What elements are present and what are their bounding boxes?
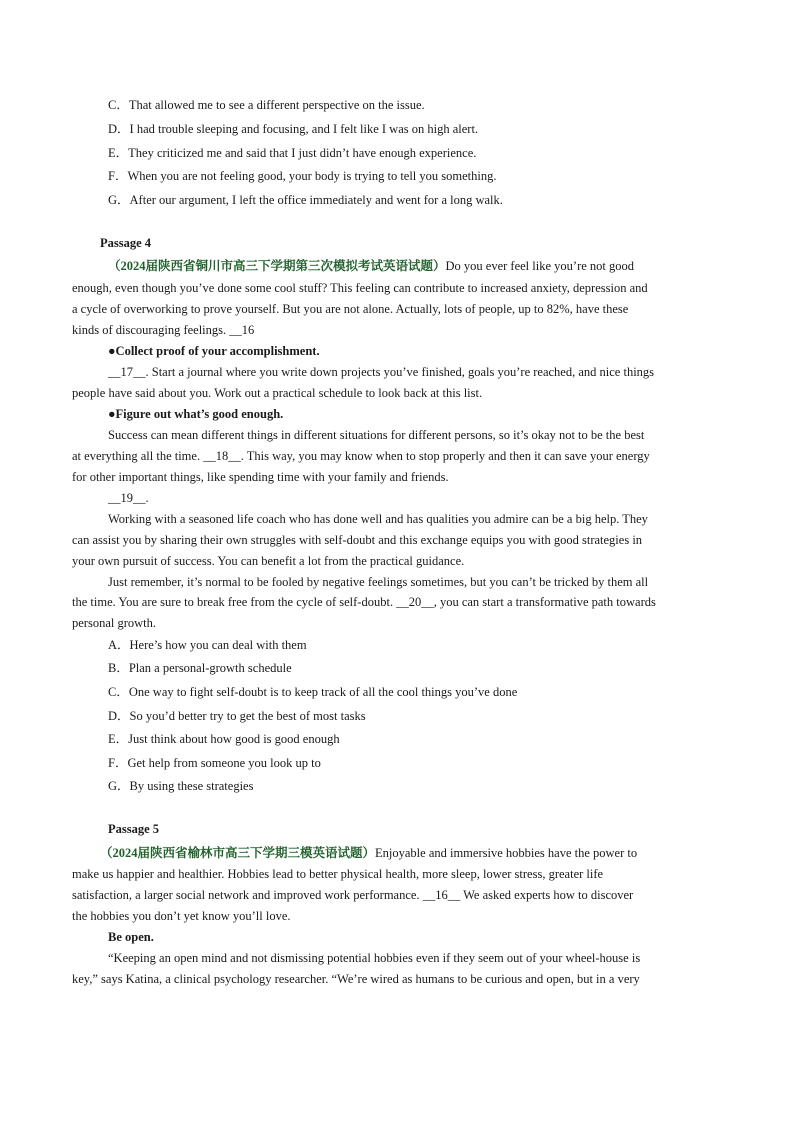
paragraph-19-line-3: your own pursuit of success. You can benefit a lot from the practical guidance. (72, 554, 465, 568)
passage-5-heading: Passage 5 (108, 822, 160, 836)
blank-19: __19__ (108, 491, 146, 505)
paragraph-18-text-b: . This way, you may know when to stop properly and then it can save your energy (240, 449, 650, 463)
paragraph-17-text: . Start a journal where you write down projects you’ve finished, goals you’re reached, and nice things (145, 365, 655, 379)
passage-4-intro-end: kinds of discouraging feelings. (72, 323, 227, 337)
p4-option-g: G．By using these strategies (108, 779, 254, 793)
paragraph-20-line-3: personal growth. (72, 616, 157, 630)
paragraph-17-line-2: people have said about you. Work out a practical schedule to look back at this list. (72, 386, 483, 400)
p4-option-b: B．Plan a personal-growth schedule (108, 661, 292, 675)
blank-20: __20__ (396, 595, 434, 609)
blank-17: __17__ (108, 365, 146, 379)
passage-4-line-2: enough, even though you’ve done some cool stuff? This feeling can contribute to increased anxiety, depression and (72, 281, 648, 295)
passage-4-source: （2024届陕西省铜川市高三下学期第三次模拟考试英语试题） (108, 259, 446, 273)
option-d: D．I had trouble sleeping and focusing, and I felt like I was on high alert. (108, 122, 479, 136)
passage-5-line-6: key,” says Katina, a clinical psychology researcher. “We’re wired as humans to be curious and open, but in a very (72, 972, 640, 986)
passage-4-line-1 (108, 258, 634, 274)
option-e: E．They criticized me and said that I just didn’t have enough experience. (108, 146, 477, 160)
p4-option-a: A．Here’s how you can deal with them (108, 638, 307, 652)
paragraph-18-line-1: Success can mean different things in different situations for different persons, so it’s okay not to be the best (108, 428, 645, 442)
passage-5-line-2: make us happier and healthier. Hobbies lead to better physical health, more sleep, lower stress, greater life (72, 867, 604, 881)
option-f: F．When you are not feeling good, your body is trying to tell you something. (108, 169, 497, 183)
blank-16: __16 (229, 323, 255, 337)
passage-4-heading: Passage 4 (100, 236, 152, 250)
subheading-collect-proof: ●Collect proof of your accomplishment. (108, 344, 320, 358)
blank-18: __18__ (203, 449, 241, 463)
paragraph-17-line-1 (108, 364, 654, 380)
subheading-be-open: Be open. (108, 930, 154, 944)
paragraph-20-text-a: the time. You are sure to break free from the cycle of self-doubt. (72, 595, 394, 609)
passage-5-line-1 (100, 845, 637, 861)
passage-5-line-4: the hobbies you don’t yet know you’ll love. (72, 909, 291, 923)
passage-4-intro-start: Do you ever feel like you’re not good (445, 259, 634, 273)
subheading-good-enough: ●Figure out what’s good enough. (108, 407, 284, 421)
blank-19-line (108, 490, 149, 506)
passage-5-intro-start: Enjoyable and immersive hobbies have the power to (375, 846, 638, 860)
paragraph-20-text-b: , you can start a transformative path towards (433, 595, 656, 609)
option-g: G．After our argument, I left the office immediately and went for a long walk. (108, 193, 503, 207)
paragraph-18-line-2 (72, 448, 650, 464)
paragraph-20-line-1: Just remember, it’s normal to be fooled by negative feelings sometimes, but you can’t be tricked by them all (108, 575, 649, 589)
paragraph-19-line-2: can assist you by sharing their own struggles with self-doubt and this exchange equips you with good strategies in (72, 533, 643, 547)
p4-option-f: F．Get help from someone you look up to (108, 756, 321, 770)
blank-19-period: . (145, 491, 149, 505)
paragraph-18-line-3: for other important things, like spending time with your family and friends. (72, 470, 449, 484)
paragraph-20-line-2 (72, 594, 656, 610)
paragraph-18-text-a: at everything all the time. (72, 449, 201, 463)
passage-5-line-5: “Keeping an open mind and not dismissing potential hobbies even if they seem out of your wheel-house is (108, 951, 641, 965)
passage-4-line-3: a cycle of overworking to prove yourself. But you are not alone. Actually, lots of people, up to 82%, have these (72, 302, 629, 316)
passage-5-text-a: satisfaction, a larger social network and improved work performance. (72, 888, 420, 902)
option-c: C．That allowed me to see a different perspective on the issue. (108, 98, 425, 112)
passage-5-line-3 (72, 887, 633, 903)
p5-blank-16: __16__ (422, 888, 461, 902)
p4-option-c: C．One way to fight self-doubt is to keep track of all the cool things you’ve done (108, 685, 518, 699)
p4-option-e: E．Just think about how good is good enough (108, 732, 340, 746)
paragraph-19-line-1: Working with a seasoned life coach who has done well and has qualities you admire can be a big help. They (108, 512, 648, 526)
passage-5-text-b: We asked experts how to discover (463, 888, 634, 902)
passage-4-line-4 (72, 322, 254, 338)
p4-option-d: D．So you’d better try to get the best of most tasks (108, 709, 366, 723)
passage-5-source: （2024届陕西省榆林市高三下学期三模英语试题） (100, 846, 376, 860)
